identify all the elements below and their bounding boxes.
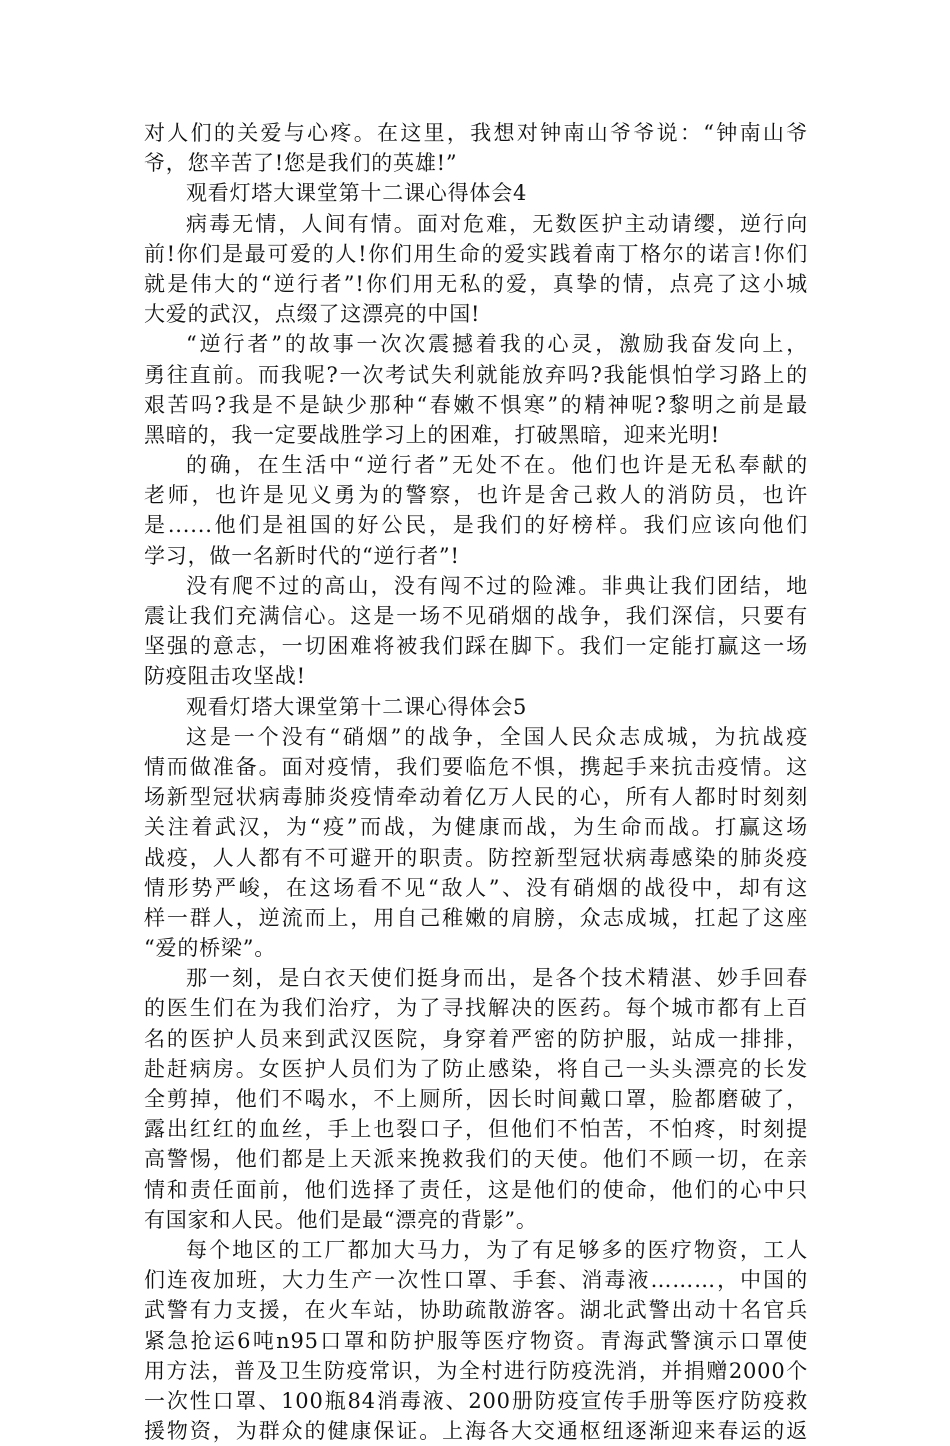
text-line: 学习，做一名新时代的“逆行者”! bbox=[144, 543, 460, 568]
text-line: 的医生们在为我们治疗，为了寻找解决的医药。每个城市都有上百 bbox=[144, 996, 808, 1021]
text-line: 那一刻，是白衣天使们挺身而出，是各个技术精湛、妙手回春 bbox=[186, 966, 808, 991]
text-line: 每个地区的工厂都加大马力，为了有足够多的医疗物资，工人 bbox=[186, 1237, 808, 1262]
text-line: 高警惕，他们都是上天派来挽救我们的天使。他们不顾一切，在亲 bbox=[144, 1147, 808, 1172]
text-line: 情和责任面前，他们选择了责任，这是他们的使命，他们的心中只 bbox=[144, 1177, 808, 1202]
text-line: 没有爬不过的高山，没有闯不过的险滩。非典让我们团结，地 bbox=[186, 573, 808, 598]
text-line: 观看灯塔大课堂第十二课心得体会5 bbox=[186, 694, 528, 719]
text-line: 用方法，普及卫生防疫常识，为全村进行防疫洗消，并捐赠2000个 bbox=[144, 1358, 808, 1383]
text-line: 全剪掉，他们不喝水，不上厕所，因长时间戴口罩，脸都磨破了， bbox=[144, 1087, 808, 1111]
text-line: 场新型冠状病毒肺炎疫情牵动着亿万人民的心，所有人都时时刻刻 bbox=[144, 785, 808, 810]
text-line: 爷，您辛苦了!您是我们的英雄!” bbox=[144, 151, 458, 176]
text-line: 样一群人，逆流而上，用自己稚嫩的肩膀，众志成城，扛起了这座 bbox=[144, 905, 808, 930]
text-line: 震让我们充满信心。这是一场不见硝烟的战争，我们深信，只要有 bbox=[144, 604, 808, 628]
text-line: 名的医护人员来到武汉医院，身穿着严密的防护服，站成一排排， bbox=[144, 1026, 808, 1051]
text-line: 露出红红的血丝，手上也裂口子，但他们不怕苦，不怕疼，时刻提 bbox=[144, 1117, 808, 1142]
text-line: 赴赶病房。女医护人员们为了防止感染，将自己一头头漂亮的长发 bbox=[144, 1056, 808, 1081]
document-body bbox=[144, 118, 808, 1446]
text-line: “爱的桥梁”。 bbox=[144, 936, 277, 961]
text-line: 紧急抢运6吨n95口罩和防护服等医疗物资。青海武警演示口罩使 bbox=[144, 1328, 808, 1353]
text-line: 这是一个没有“硝烟”的战争，全国人民众志成城，为抗战疫 bbox=[186, 724, 808, 749]
text-line: 勇往直前。而我呢?一次考试失利就能放弃吗?我能惧怕学习路上的 bbox=[144, 362, 808, 387]
text-line: 就是伟大的“逆行者”!你们用无私的爱，真挚的情，点亮了这小城 bbox=[144, 271, 808, 296]
text-line: 武警有力支援，在火车站，协助疏散游客。湖北武警出动十名官兵 bbox=[144, 1298, 808, 1323]
text-line: 的确，在生活中“逆行者”无处不在。他们也许是无私奉献的 bbox=[186, 453, 808, 478]
text-line: 关注着武汉，为“疫”而战，为健康而战，为生命而战。打赢这场 bbox=[144, 815, 808, 840]
text-line: 援物资，为群众的健康保证。上海各大交通枢纽逐渐迎来春运的返 bbox=[144, 1419, 808, 1444]
text-line: 黑暗的，我一定要战胜学习上的困难，打破黑暗，迎来光明! bbox=[144, 422, 721, 447]
text-line: 一次性口罩、100瓶84消毒液、200册防疫宣传手册等医疗防疫救 bbox=[144, 1388, 808, 1413]
text-line: 大爱的武汉，点缀了这漂亮的中国! bbox=[144, 302, 481, 327]
text-line: 前!你们是最可爱的人!你们用生命的爱实践着南丁格尔的诺言!你们 bbox=[144, 241, 808, 266]
text-line: 对人们的关爱与心疼。在这里，我想对钟南山爷爷说：“钟南山爷 bbox=[144, 121, 808, 145]
text-line: 们连夜加班，大力生产一次性口罩、手套、消毒液………，中国的 bbox=[144, 1268, 808, 1293]
text-line: 防疫阻击攻坚战! bbox=[144, 664, 306, 689]
text-line: 坚强的意志，一切困难将被我们踩在脚下。我们一定能打赢这一场 bbox=[144, 634, 808, 659]
text-line: 老师，也许是见义勇为的警察，也许是舍己救人的消防员，也许 bbox=[144, 483, 808, 508]
text-line: 艰苦吗?我是不是缺少那种“春嫩不惧寒”的精神呢?黎明之前是最 bbox=[144, 392, 808, 417]
text-line: 是......他们是祖国的好公民，是我们的好榜样。我们应该向他们 bbox=[144, 513, 808, 538]
text-line: 病毒无情，人间有情。面对危难，无数医护主动请缨，逆行向 bbox=[186, 211, 808, 236]
text-line: 情而做准备。面对疫情，我们要临危不惧，携起手来抗击疫情。这 bbox=[144, 754, 808, 779]
text-line: 观看灯塔大课堂第十二课心得体会4 bbox=[186, 181, 528, 206]
text-line: 有国家和人民。他们是最“漂亮的背影”。 bbox=[144, 1207, 538, 1232]
text-line: “逆行者”的故事一次次震撼着我的心灵，激励我奋发向上， bbox=[186, 332, 808, 357]
text-line: 情形势严峻，在这场看不见“敌人”、没有硝烟的战役中，却有这 bbox=[144, 875, 808, 900]
text-line: 战疫，人人都有不可避开的职责。防控新型冠状病毒感染的肺炎疫 bbox=[144, 845, 808, 870]
